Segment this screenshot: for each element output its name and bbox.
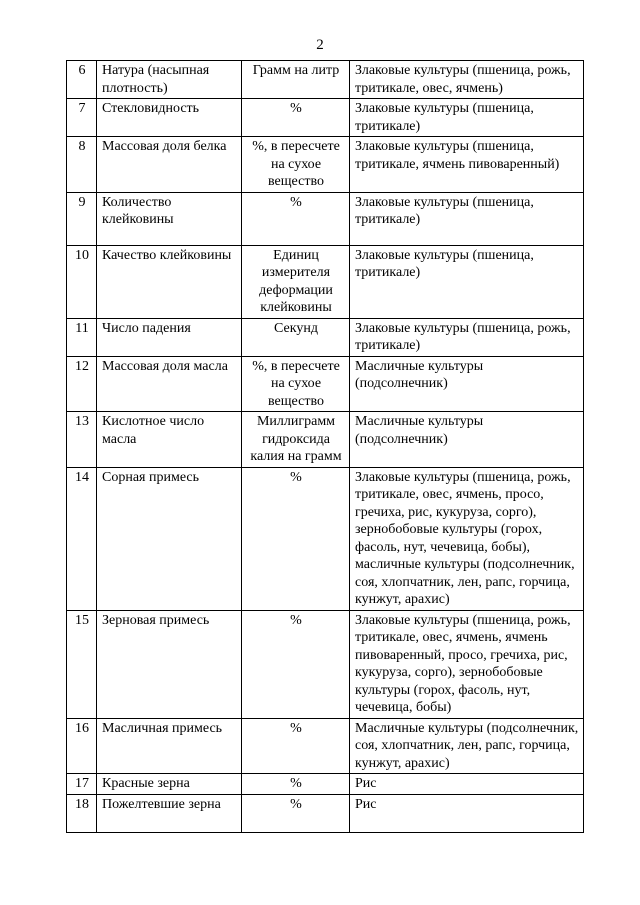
row-number: 11 xyxy=(67,318,97,356)
table-row xyxy=(67,610,584,718)
crop-types: Злаковые культуры (пшеница, тритикале) xyxy=(350,245,584,318)
unit-of-measure: %, в пересчете на сухое вещество xyxy=(242,137,350,193)
row-number: 18 xyxy=(67,794,97,832)
table-row xyxy=(67,61,584,99)
table-row xyxy=(67,318,584,356)
table-row xyxy=(67,774,584,795)
indicator-name: Качество клейковины xyxy=(97,245,242,318)
unit-of-measure: % xyxy=(242,192,350,245)
unit-of-measure: % xyxy=(242,794,350,832)
indicator-name: Зерновая примесь xyxy=(97,610,242,718)
table-row xyxy=(67,794,584,832)
crop-types: Рис xyxy=(350,794,584,832)
row-number: 6 xyxy=(67,61,97,99)
crop-types: Злаковые культуры (пшеница, тритикале) xyxy=(350,192,584,245)
indicator-name: Массовая доля белка xyxy=(97,137,242,193)
row-number: 14 xyxy=(67,467,97,610)
table-row xyxy=(67,412,584,468)
unit-of-measure: % xyxy=(242,99,350,137)
row-number: 15 xyxy=(67,610,97,718)
crop-types: Рис xyxy=(350,774,584,795)
crop-types: Масличные культуры (подсолнечник) xyxy=(350,356,584,412)
crop-types: Злаковые культуры (пшеница, рожь, тритикале) xyxy=(350,318,584,356)
row-number: 7 xyxy=(67,99,97,137)
table-row xyxy=(67,356,584,412)
crop-types: Масличные культуры (подсолнечник) xyxy=(350,412,584,468)
indicators-table xyxy=(66,60,584,833)
row-number: 9 xyxy=(67,192,97,245)
row-number: 13 xyxy=(67,412,97,468)
table-row xyxy=(67,718,584,774)
unit-of-measure: % xyxy=(242,467,350,610)
crop-types: Злаковые культуры (пшеница, рожь, тритикале, овес, ячмень) xyxy=(350,61,584,99)
crop-types: Масличные культуры (подсолнечник, соя, хлопчатник, лен, рапс, горчица, кунжут, арахис) xyxy=(350,718,584,774)
row-number: 12 xyxy=(67,356,97,412)
crop-types: Злаковые культуры (пшеница, тритикале, ячмень пивоваренный) xyxy=(350,137,584,193)
page-number: 2 xyxy=(316,37,324,53)
row-number: 17 xyxy=(67,774,97,795)
unit-of-measure: Единиц измерителя деформации клейковины xyxy=(242,245,350,318)
unit-of-measure: Миллиграмм гидроксида калия на грамм xyxy=(242,412,350,468)
crop-types: Злаковые культуры (пшеница, рожь, тритикале, овес, ячмень, просо, гречиха, рис, кукуруза, сорго), зернобобовые культуры (горох, фасоль, нут, чечевица, бобы), масличные культуры (подсолнечник, соя, хлопчатник, лен, рапс, горчица, кунжут, арахис) xyxy=(350,467,584,610)
unit-of-measure: Секунд xyxy=(242,318,350,356)
table-row xyxy=(67,467,584,610)
unit-of-measure: % xyxy=(242,774,350,795)
indicator-name: Число падения xyxy=(97,318,242,356)
table-row xyxy=(67,137,584,193)
table-row xyxy=(67,99,584,137)
row-number: 16 xyxy=(67,718,97,774)
crop-types: Злаковые культуры (пшеница, рожь, тритикале, овес, ячмень, ячмень пивоваренный, просо, гречиха, рис, кукуруза, сорго), зернобобовые культуры (горох, фасоль, нут, чечевица, бобы) xyxy=(350,610,584,718)
crop-types: Злаковые культуры (пшеница, тритикале) xyxy=(350,99,584,137)
unit-of-measure: Грамм на литр xyxy=(242,61,350,99)
indicator-name: Массовая доля масла xyxy=(97,356,242,412)
unit-of-measure: % xyxy=(242,718,350,774)
indicator-name: Масличная примесь xyxy=(97,718,242,774)
unit-of-measure: %, в пересчете на сухое вещество xyxy=(242,356,350,412)
indicator-name: Стекловидность xyxy=(97,99,242,137)
row-number: 10 xyxy=(67,245,97,318)
table-row xyxy=(67,192,584,245)
table-row xyxy=(67,245,584,318)
row-number: 8 xyxy=(67,137,97,193)
indicator-name: Натура (насыпная плотность) xyxy=(97,61,242,99)
indicator-name: Пожелтевшие зерна xyxy=(97,794,242,832)
indicator-name: Красные зерна xyxy=(97,774,242,795)
unit-of-measure: % xyxy=(242,610,350,718)
indicator-name: Количество клейковины xyxy=(97,192,242,245)
indicator-name: Кислотное число масла xyxy=(97,412,242,468)
indicator-name: Сорная примесь xyxy=(97,467,242,610)
